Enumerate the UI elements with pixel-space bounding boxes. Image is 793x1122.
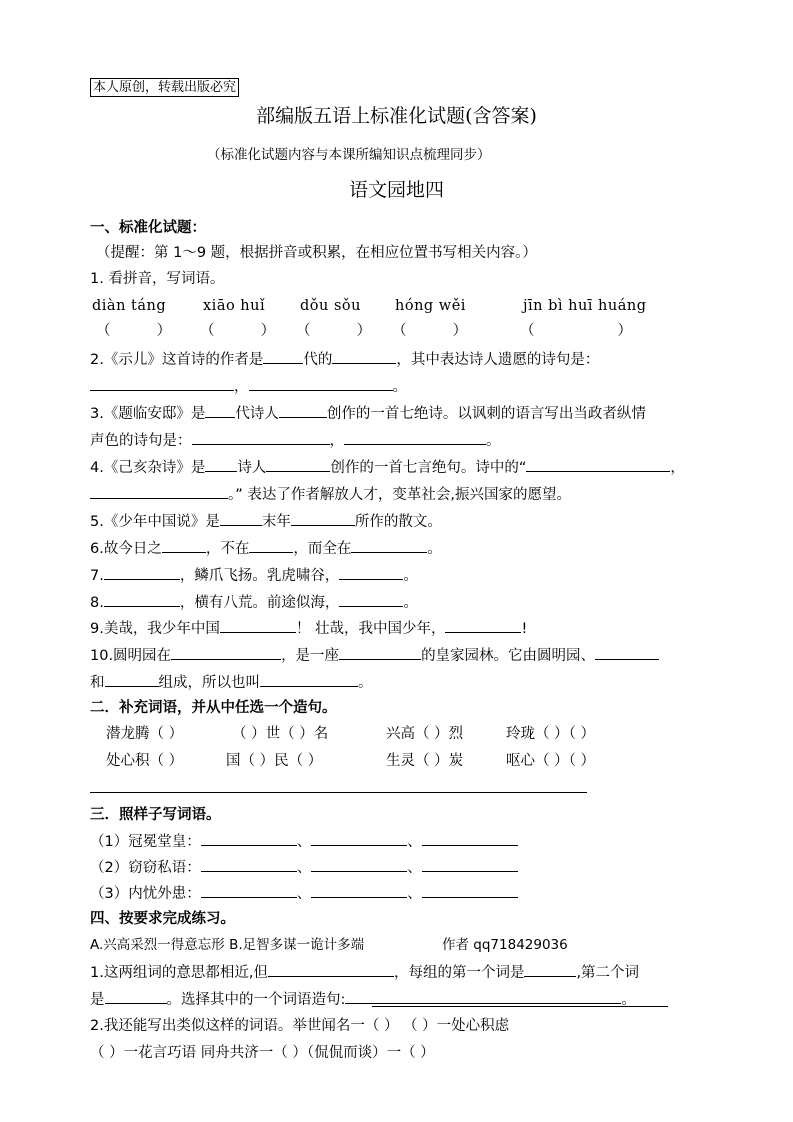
question-10 [90,645,659,666]
pattern-blank-3a[interactable] [201,883,297,898]
q3-text-c: 创作的一首七绝诗。以讽刺的语言写出当政者纵情 [326,406,646,422]
section-3-heading: 三．照样子写词语。 [90,807,221,823]
section-1-heading: 一、标准化试题： [90,220,206,236]
pinyin-2: xiāo huǐ [203,298,266,314]
author-line: 作者 qq718429036 [442,937,568,953]
q4-text-d: 。” 表达了作者解放人才，变革社会,振兴国家的愿望。 [228,487,571,503]
pattern-blank-2a[interactable] [201,857,297,872]
answer-box-3[interactable]: （ ） [296,323,372,339]
section-2-heading: 二．补充词语，并从中任选一个造句。 [90,700,337,716]
sep: 、 [407,860,422,876]
q9-text-a: 9.美哉，我少年中国 [90,621,220,637]
idiom-4: 玲珑（ ）（ ） [506,726,595,742]
q10-blank-4[interactable] [105,672,159,687]
q6-blank-1[interactable] [162,538,206,553]
answer-box-4[interactable]: （ ） [392,323,468,339]
q9-text-b: ！ 壮哉，我中国少年， [295,621,446,637]
pattern-blank-2b[interactable] [311,857,407,872]
pattern-blank-3c[interactable] [422,883,518,898]
question-3 [90,403,646,424]
question-2 [90,349,599,370]
sentence-answer-line[interactable] [90,792,587,793]
pattern-blank-1c[interactable] [422,831,518,846]
pattern-label-2: （2）窃窃私语： [90,860,201,876]
q4-blank-3[interactable] [526,457,670,472]
q7-text-b: ，鳞爪飞扬。乳虎啸谷， [179,568,340,584]
pattern-label-1: （1）冠冕堂皇： [90,834,201,850]
q3-period: 。 [486,433,501,449]
idiom-1: 潜龙腾（ ） [106,726,184,742]
lesson-title: 语文园地四 [348,179,444,201]
s4q1-text-c: ,第二个词 [576,965,640,981]
q8-text-b: ，横有八荒。前途似海， [179,595,340,611]
q9-blank-1[interactable] [220,618,296,633]
sep: 、 [407,886,422,902]
s4q1-blank-2[interactable] [524,962,576,977]
q6-blank-2[interactable] [249,538,293,553]
q7-blank-1[interactable] [104,565,180,580]
q7-period: 。 [403,568,418,584]
q5-text-a: 5.《少年中国说》是 [90,514,220,530]
q2-text-c: ，其中表达诗人遗愿的诗句是： [396,352,600,368]
q6-blank-3[interactable] [351,538,427,553]
question-9 [90,618,527,639]
q5-text-c: 所作的散文。 [354,514,442,530]
pattern-row-3 [90,883,518,904]
q5-text-b: 末年 [261,514,291,530]
q3-blank-2[interactable] [279,403,327,418]
answer-box-5[interactable]: （ ） [520,323,632,339]
word-groups: A.兴高采烈一得意忘形 B.足智多谋一诡计多端 [90,937,365,953]
q6-text-c: ，而全在 [293,541,352,557]
question-2-line-2 [90,376,407,397]
page-subtitle: （标准化试题内容与本课所编知识点梳理同步） [207,147,491,163]
q10-text-c: 的皇家园林。它由圆明园、 [421,648,596,664]
s4q1-text-d: 是 [90,992,105,1008]
q10-text-a: 10.圆明园在 [90,648,172,664]
q8-blank-2[interactable] [339,592,403,607]
q2-blank-4[interactable] [249,376,393,391]
q7-blank-2[interactable] [339,565,403,580]
s4q1-text-b: ，每组的第一个词是 [393,965,525,981]
q10-text-d: 和 [90,675,105,691]
pinyin-3: dǒu sǒu [300,298,361,314]
answer-box-1[interactable]: （ ） [96,323,172,339]
s4q1-text-e: 。选择其中的一个词语造句: [166,992,346,1008]
q5-blank-2[interactable] [291,511,355,526]
q6-text-b: ，不在 [205,541,250,557]
pattern-blank-1a[interactable] [201,831,297,846]
s4-question-1 [90,962,639,983]
idiom-2: （ ）世（ ）名 [232,726,329,742]
page-title: 部编版五语上标准化试题(含答案) [256,105,537,127]
question-4-line-2 [90,484,571,505]
q4-comma: ， [670,460,685,476]
question-5 [90,511,442,532]
idiom-6: 国（ ）民（ ） [226,753,323,769]
answer-box-2[interactable]: （ ） [200,323,276,339]
s4q1-blank-3[interactable] [105,989,167,1004]
question-8 [90,592,418,613]
pinyin-1: diàn táng [92,298,167,314]
q3-blank-4[interactable] [344,430,486,445]
q8-period: 。 [403,595,418,611]
q6-text-a: 6.故今日之 [90,541,162,557]
q4-text-a: 4.《己亥杂诗》是 [90,460,206,476]
q4-blank-4[interactable] [90,484,228,499]
copyright-notice: 本人原创，转载出版必究 [90,78,239,97]
q3-text-a: 3.《题临安邸》是 [90,406,206,422]
q8-text-a: 8. [90,595,104,611]
q4-text-b: 诗人 [237,460,267,476]
pattern-row-2 [90,857,518,878]
sep: 、 [296,860,312,876]
sep: 、 [296,886,312,902]
question-3-line-2 [90,430,501,451]
sep: 、 [296,834,312,850]
q2-comma: ， [234,379,249,395]
section-4-heading: 四、按要求完成练习。 [90,911,235,927]
question-6 [90,538,442,559]
pattern-blank-2c[interactable] [422,857,518,872]
q9-text-c: ! [521,621,528,637]
pattern-row-1 [90,831,518,852]
q10-period: 。 [358,675,373,691]
s4q1-blank-1[interactable] [268,962,394,977]
q3-blank-1[interactable] [205,403,235,418]
idiom-3: 兴高（ ）烈 [386,726,464,742]
idiom-7: 生灵（ ）炭 [386,753,464,769]
idiom-8: 呕心（ ）（ ） [506,753,595,769]
question-10-line-2 [90,672,373,693]
question-1: 1. 看拼音，写词语。 [90,271,225,287]
q2-text-a: 2.《示儿》这首诗的作者是 [90,352,264,368]
pinyin-4: hóng wěi [395,298,466,314]
q9-blank-2[interactable] [445,618,521,633]
pinyin-5: jīn bì huī huáng [523,298,647,314]
question-7 [90,565,418,586]
idiom-5: 处心积（ ） [106,753,184,769]
s4-question-2: 2.我还能写出类似这样的词语。举世闻名一（ ） （ ）一处心积虑 [90,1018,510,1034]
q5-blank-1[interactable] [220,511,262,526]
q7-text-a: 7. [90,568,104,584]
q3-comma: ， [329,433,344,449]
s4q1-text-a: 1.这两组词的意思都相近,但 [90,965,268,981]
pattern-blank-1b[interactable] [311,831,407,846]
s4q1-blank-4[interactable] [345,989,621,1004]
q10-text-e: 组成，所以也叫 [158,675,260,691]
s4q1-period: 。 [621,992,636,1008]
q10-blank-5[interactable] [260,672,358,687]
q10-blank-3[interactable] [595,645,659,660]
sentence-underline [372,1006,668,1007]
section-1-hint: （提醒：第 1～9 题，根据拼音或积累，在相应位置书写相关内容。） [96,245,537,261]
q8-blank-1[interactable] [104,592,180,607]
s4-question-2-line-2: （ ）一花言巧语 同舟共济一（ ）（侃侃而谈）一（ ） [90,1045,435,1061]
question-4 [90,457,685,478]
q2-text-b: 代的 [303,352,333,368]
sep: 、 [407,834,422,850]
pattern-blank-3b[interactable] [311,883,407,898]
q3-text-d: 声色的诗句是： [90,433,192,449]
q2-blank-2[interactable] [332,349,396,364]
q6-period: 。 [427,541,442,557]
q4-text-c: 创作的一首七言绝句。诗中的“ [330,460,527,476]
q2-blank-3[interactable] [90,376,234,391]
pattern-label-3: （3）内忧外患： [90,886,201,902]
q3-text-b: 代诗人 [235,406,279,422]
q10-text-b: ，是一座 [281,648,340,664]
q4-blank-2[interactable] [266,457,330,472]
q4-blank-1[interactable] [205,457,237,472]
q10-blank-1[interactable] [171,645,281,660]
q2-period: 。 [392,379,407,395]
q2-blank-1[interactable] [263,349,303,364]
q10-blank-2[interactable] [339,645,421,660]
q3-blank-3[interactable] [192,430,330,445]
